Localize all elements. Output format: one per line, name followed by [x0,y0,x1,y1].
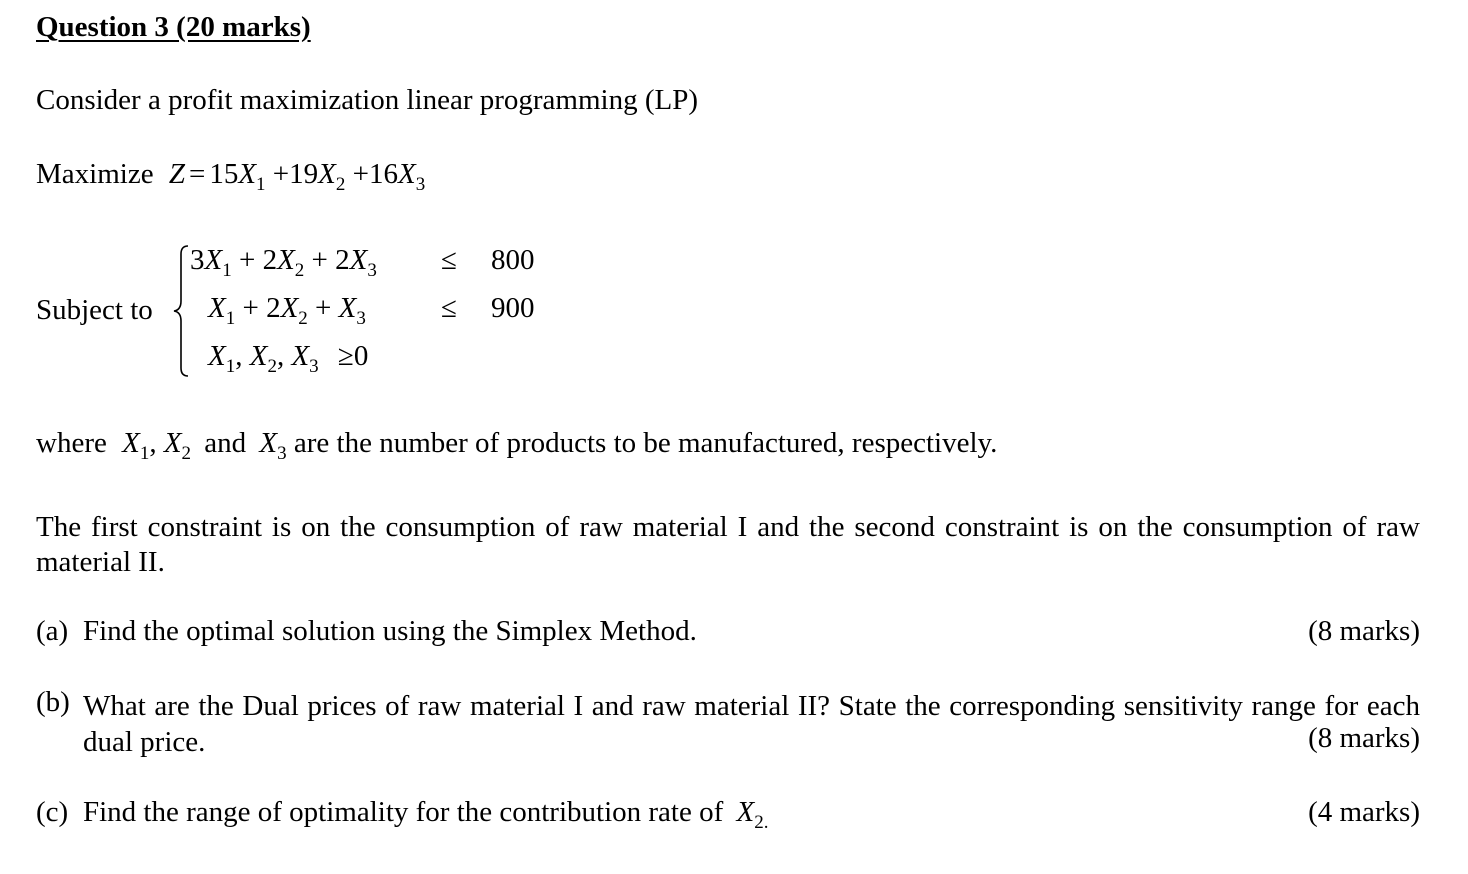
where-line: where $X_1$, $X_2$ and $X_3$ are the number of products to be manufactured, respectively. [36,427,998,464]
maximize-label: Maximize [36,158,154,190]
part-b-text: What are the Dual prices of raw material I and raw material II? State the corresponding sensitivity range for each dual price. [83,690,1420,758]
objective-function [36,158,426,195]
constraint-row-2-sign: ≤ [441,292,457,324]
part-b-label: (b) [36,686,70,718]
question-heading: Question 3 (20 marks) [36,11,311,43]
part-c-text: Find the range of optimality for the contribution rate of $X_{2.}$ [83,796,769,833]
constraint-row-1-sign: ≤ [441,244,457,276]
constraint-row-1-rhs: 800 [491,244,535,276]
part-c-marks: (4 marks) [1308,796,1420,828]
part-a-text: Find the optimal solution using the Simplex Method. [83,615,697,647]
part-b-marks: (8 marks) [1308,722,1420,754]
constraint-row-1: $3X_1 + 2X_2 + 2X_3$ [190,244,377,281]
objective-equation: $Z = 15X_1 +19X_2 +16X_3$ [168,158,426,195]
constraint-note: The first constraint is on the consumption of raw material I and the second constraint is on the consumption of raw material II. [36,511,1420,578]
constraint-row-3: $X_1$, $X_2$, $X_3 \ge 0$ [208,340,369,377]
part-c-label: (c) [36,796,69,828]
left-brace [170,244,190,378]
constraint-row-2-rhs: 900 [491,292,535,324]
nonnegativity-sign: ≥0 [337,340,369,372]
intro-text: Consider a profit maximization linear programming (LP) [36,84,699,116]
subject-to-label: Subject to [36,294,153,326]
part-a-label: (a) [36,615,69,647]
part-a-marks: (8 marks) [1308,615,1420,647]
constraint-row-2: $X_1 + 2X_2 + X_3$ [208,292,366,329]
